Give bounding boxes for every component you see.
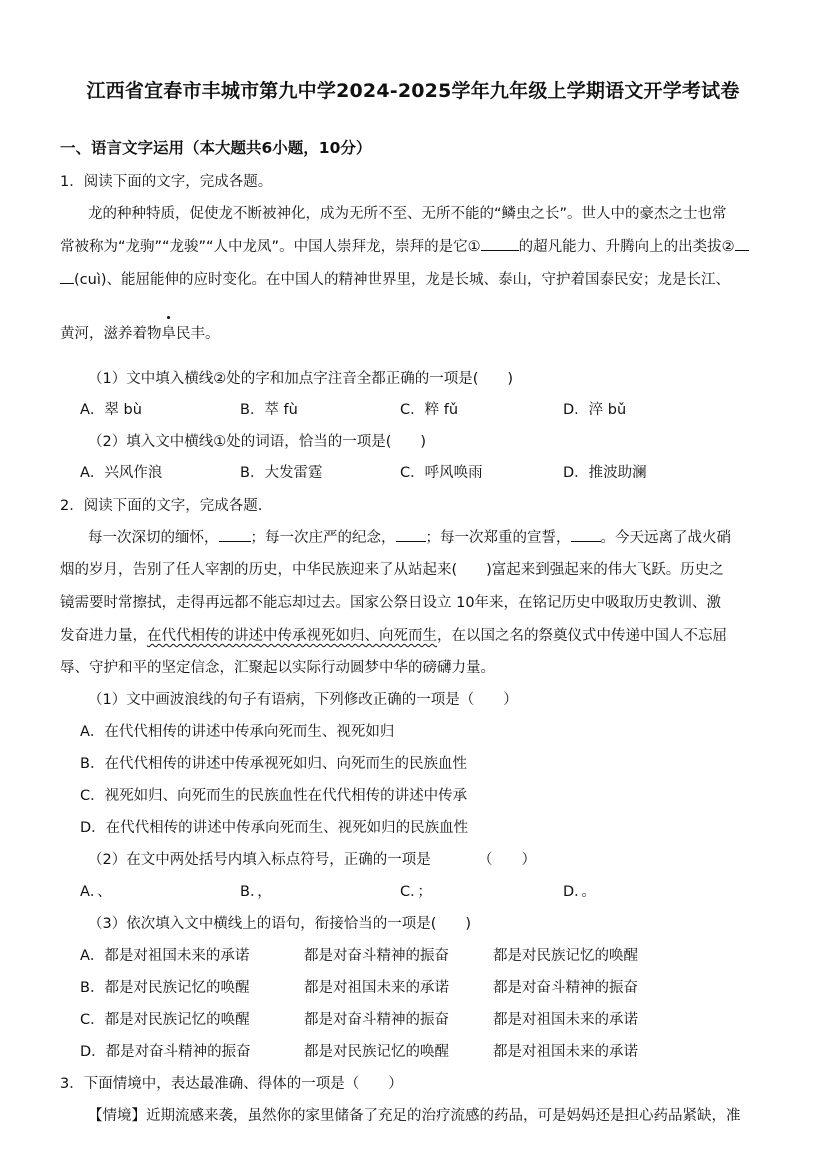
q2-sub1-question: （1）文中画波浪线的句子有语病，下列修改正确的一项是（ ） (88, 692, 518, 708)
q2-passage-text: 每一次深切的缅怀， (88, 530, 219, 546)
q1-stem: 1．阅读下面的文字，完成各题。 (60, 174, 273, 190)
blank-b (396, 527, 426, 542)
q2-sub1-option-a[interactable]: A．在代代相传的讲述中传承向死而生、视死如归 (80, 724, 395, 740)
q1-sub1-option-d[interactable]: D．淬 bǔ (563, 402, 627, 418)
q2-sub2-option-d[interactable]: D．。 (563, 884, 596, 900)
q1-sub1-question: （1）文中填入横线②处的字和加点字注音全都正确的一项是( ) (88, 371, 514, 387)
q1-sub2-option-b[interactable]: B．大发雷霆 (240, 465, 323, 481)
q2-sub1-option-b[interactable]: B．在代代相传的讲述中传承视死如归、向死而生的民族血性 (80, 756, 467, 772)
q2-sub1-option-c[interactable]: C．视死如归、向死而生的民族血性在代代相传的讲述中传承 (80, 788, 468, 804)
q1-passage-line-2 (60, 235, 749, 256)
q2-passage-line-3: 镜需要时常擦拭，走得再远都不能忘却过去。国家公祭日设立 10年来，在铭记历史中吸取历史教训、激 (60, 595, 722, 611)
q2-passage-line-1 (88, 526, 731, 547)
q2-sub3-option-a-part2: 都是对奋斗精神的振奋 (304, 948, 449, 964)
q1-passage-line-3 (60, 268, 730, 289)
blank-2-continued (60, 269, 74, 284)
q2-passage-text: 。今天远离了战火硝 (600, 530, 731, 546)
q2-passage-line-2: 烟的岁月，告别了任人宰割的历史，中华民族迎来了从站起来( )富起来到强起来的伟大飞跃。历史之 (60, 562, 724, 578)
q1-passage-text: 民丰。 (176, 326, 220, 342)
q1-sub2-option-a[interactable]: A．兴风作浪 (80, 465, 163, 481)
section-heading: 一、语言文字运用（本大题共6小题，10分） (60, 139, 372, 157)
wavy-underlined-sentence: 在代代相传的讲述中传承视死如归、向死而生 (147, 628, 437, 644)
blank-c (571, 527, 601, 542)
blank-1 (481, 236, 519, 251)
q2-sub3-option-d[interactable]: D．都是对奋斗精神的振奋 (80, 1044, 251, 1060)
q2-passage-text: ；每一次庄严的纪念， (250, 530, 396, 546)
blank-2 (735, 236, 749, 251)
q1-sub1-option-c[interactable]: C．粹 fǔ (400, 402, 459, 418)
q1-sub1-option-b[interactable]: B．萃 fù (240, 402, 298, 418)
q2-passage-line-5: 辱、守护和平的坚定信念，汇聚起以实际行动圆梦中华的磅礴力量。 (60, 660, 495, 676)
q2-sub3-question: （3）依次填入文中横线上的语句，衔接恰当的一项是( ) (88, 916, 472, 932)
q1-passage-text: 常被称为“龙驹”“龙骏”“人中龙凤”。中国人崇拜龙，崇拜的是它① (60, 239, 481, 255)
q2-sub3-option-c-part2: 都是对奋斗精神的振奋 (304, 1012, 449, 1028)
page-title: 江西省宜春市丰城市第九中学2024-2025学年九年级上学期语文开学考试卷 (86, 80, 740, 102)
q2-sub3-option-b[interactable]: B．都是对民族记忆的唤醒 (80, 980, 250, 996)
q2-sub3-option-d-part3: 都是对祖国未来的承诺 (493, 1044, 638, 1060)
q2-sub3-option-b-part2: 都是对祖国未来的承诺 (304, 980, 449, 996)
q2-stem: 2．阅读下面的文字，完成各题. (60, 498, 263, 514)
q1-sub2-option-d[interactable]: D．推波助澜 (563, 465, 647, 481)
blank-a (219, 527, 251, 542)
q2-passage-line-4 (60, 624, 727, 645)
q2-passage-text: 发奋进力量， (60, 628, 147, 644)
q2-sub3-option-d-part2: 都是对民族记忆的唤醒 (304, 1044, 449, 1060)
q1-sub2-question: （2）填入文中横线①处的词语，恰当的一项是( ) (88, 434, 427, 450)
q2-sub3-option-c[interactable]: C．都是对民族记忆的唤醒 (80, 1012, 250, 1028)
q2-sub3-option-c-part3: 都是对祖国未来的承诺 (493, 1012, 638, 1028)
q1-passage-line-4 (60, 322, 220, 343)
q1-sub1-option-a[interactable]: A．翠 bù (80, 402, 142, 418)
q2-sub2-option-c[interactable]: C．； (400, 884, 432, 900)
q2-sub2-option-a[interactable]: A．、 (80, 884, 112, 900)
q2-sub2-option-b[interactable]: B．， (240, 884, 272, 900)
q3-scenario-line-1: 【情境】近期流感来袭，虽然你的家里储备了充足的治疗流感的药品，可是妈妈还是担心药品紧缺，准 (88, 1108, 741, 1124)
q1-passage-text: 黄河，滋养着物 (60, 326, 162, 342)
q2-sub2-paren: （ ） (478, 852, 536, 868)
q2-passage-text: ，在以国之名的祭奠仪式中传递中国人不忘屈 (437, 628, 727, 644)
q2-sub3-option-a-part3: 都是对民族记忆的唤醒 (493, 948, 638, 964)
dotted-character: 阜 (162, 322, 177, 343)
q2-passage-text: ；每一次郑重的宣誓， (425, 530, 571, 546)
q3-stem: 3．下面情境中，表达最准确、得体的一项是（ ） (60, 1076, 403, 1092)
q2-sub1-option-d[interactable]: D．在代代相传的讲述中传承向死而生、视死如归的民族血性 (80, 820, 469, 836)
q1-passage-text: 的超凡能力、升腾向上的出类拔② (518, 239, 735, 255)
q2-sub2-question: （2）在文中两处括号内填入标点符号，正确的一项是 (88, 852, 431, 868)
q1-passage-text: (cuì)、能屈能伸的应时变化。在中国人的精神世界里，龙是长城、泰山，守护着国泰民安；龙是长江、 (74, 272, 731, 288)
q1-sub2-option-c[interactable]: C．呼风唤雨 (400, 465, 483, 481)
q2-sub3-option-a[interactable]: A．都是对祖国未来的承诺 (80, 948, 250, 964)
q1-passage-line-1: 龙的种种特质，促使龙不断被神化，成为无所不至、无所不能的“鳞虫之长”。世人中的豪杰之士也常 (88, 206, 727, 222)
q2-sub3-option-b-part3: 都是对奋斗精神的振奋 (493, 980, 638, 996)
